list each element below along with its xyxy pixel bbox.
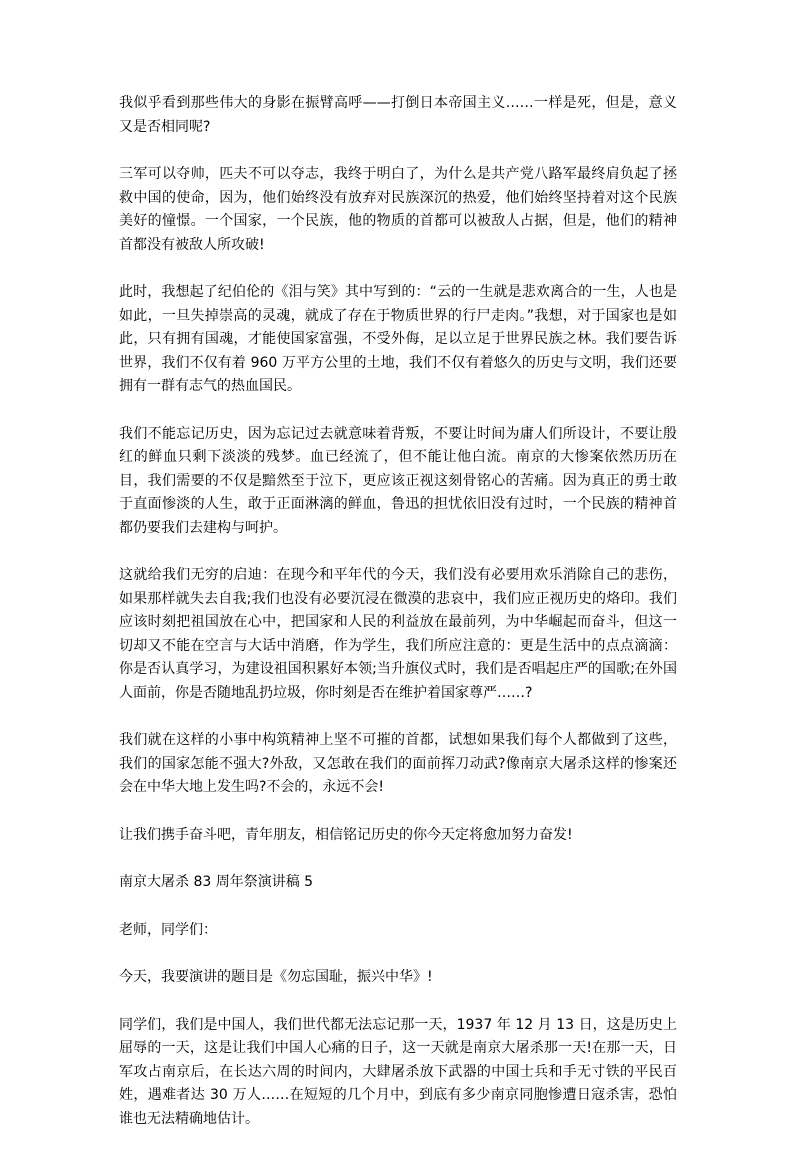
salutation: 老师，同学们： [119, 921, 217, 938]
section-heading: 南京大屠杀 83 周年祭演讲稿 5 [119, 874, 314, 890]
paragraph-11: 同学们，我们是中国人，我们世代都无法忘记那一天，1937 年 12 月 13 日，这是历史上屈辱的一天，这是让我们中国人心痛的日子，这一天就是南京大屠杀那一天!在那一天，日军攻占南京后，在长达六周的时间内，大肆屠杀放下武器的中国士兵和手无寸铁的平民百姓，遇难者达 30 万人……在短短的几个月中，到底有多少南京同胞惨遭日寇杀害，恐怕谁也无法精确地估计。 [119, 1016, 677, 1127]
paragraph-4: 我们不能忘记历史，因为忘记过去就意味着背叛，不要让时间为庸人们所设计，不要让殷红的鲜血只剩下淡淡的残梦。血已经流了，但不能让他白流。南京的大惨案依然历历在目，我们需要的不仅是黯然至于泣下，更应该正视这刻骨铭心的苦痛。因为真正的勇士敢于直面惨淡的人生，敢于正面淋漓的鲜血，鲁迅的担忧依旧没有过时，一个民族的精神首都仍要我们去建构与呵护。 [119, 425, 677, 536]
speech-title-line: 今天，我要演讲的题目是《勿忘国耻，振兴中华》! [119, 969, 433, 985]
paragraph-3: 此时，我想起了纪伯伦的《泪与笑》其中写到的：“云的一生就是悲欢离合的一生，人也是如此，一旦失掉崇高的灵魂，就成了存在于物质世界的行尸走肉。”我想，对于国家也是如此，只有拥有国魂，才能使国家富强，不受外侮，足以立足于世界民族之林。我们要告诉世界，我们不仅有着 960 万平方公里的土地，我们不仅有着悠久的历史与文明，我们还要拥有一群有志气的热血国民。 [119, 284, 677, 394]
document-body [119, 92, 677, 1155]
paragraph-7: 让我们携手奋斗吧，青年朋友，相信铭记历史的你今天定将愈加努力奋发! [119, 826, 573, 843]
paragraph-1: 我似乎看到那些伟大的身影在振臂高呼——打倒日本帝国主义……一样是死，但是，意义又是否相同呢? [119, 95, 677, 135]
paragraph-6: 我们就在这样的小事中构筑精神上坚不可摧的首都，试想如果我们每个人都做到了这些，我们的国家怎能不强大?外敌，又怎敢在我们的面前挥刀动武?像南京大屠杀这样的惨案还会在中华大地上发生吗?不会的，永远不会! [119, 732, 677, 795]
paragraph-5: 这就给我们无穷的启迪：在现今和平年代的今天，我们没有必要用欢乐消除自己的悲伤，如果那样就失去自我;我们也没有必要沉浸在微漠的悲哀中，我们应正视历史的烙印。我们应该时刻把祖国放在心中，把国家和人民的利益放在最前列，为中华崛起而奋斗，但这一切却又不能在空言与大话中消磨，作为学生，我们所应注意的：更是生活中的点点滴滴：你是否认真学习，为建设祖国积累好本领;当升旗仪式时，我们是否唱起庄严的国歌;在外国人面前，你是否随地乱扔垃圾，你时刻是否在维护着国家尊严……? [119, 567, 677, 701]
paragraph-2: 三军可以夺帅，匹夫不可以夺志，我终于明白了，为什么是共产党八路军最终肩负起了拯救中国的使命，因为，他们始终没有放弃对民族深沉的热爱，他们始终坚持着对这个民族美好的憧憬。一个国家，一个民族，他的物质的首都可以被敌人占据，但是，他们的精神首都没有被敌人所攻破! [119, 166, 677, 253]
